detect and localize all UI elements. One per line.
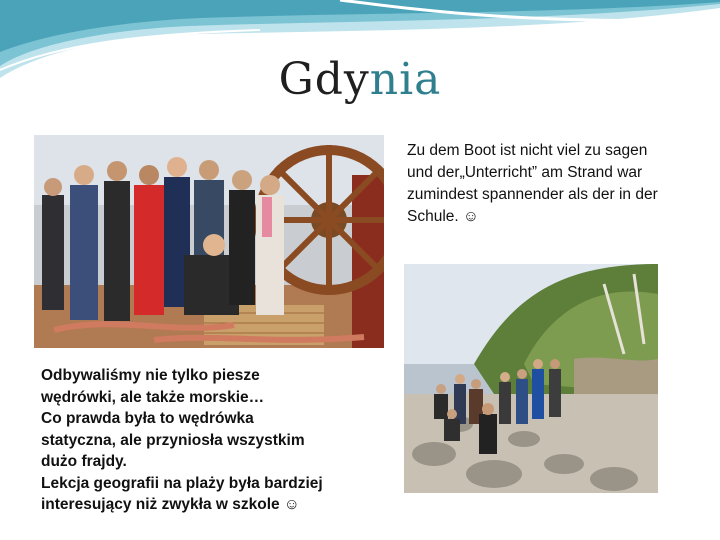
polish-caption <box>41 365 391 516</box>
ship-photo <box>34 135 384 348</box>
polish-caption-line: statyczna, ale przyniosła wszystkim <box>41 431 305 449</box>
title-suffix: nia <box>369 54 442 105</box>
polish-caption-line: Odbywaliśmy nie tylko piesze <box>41 367 260 384</box>
page-title <box>0 52 720 108</box>
polish-caption-line: wędrówki, ale także morskie… <box>41 388 265 406</box>
polish-caption-line: interesujący niż zwykła w szkole ☺ <box>41 496 300 513</box>
polish-caption-line: Lekcja geografii na plaży była bardziej <box>41 474 323 492</box>
title-prefix: Gdy <box>278 54 370 105</box>
polish-caption-line: dużo frajdy. <box>41 453 127 470</box>
german-caption <box>407 140 667 228</box>
polish-caption-line: Co prawda była to wędrówka <box>41 410 254 427</box>
german-caption-text: Zu dem Boot ist nicht viel zu sagen und der„Unterricht” am Strand war zumindest spannender als der in der Schule. ☺ <box>407 142 658 225</box>
beach-photo <box>404 264 658 493</box>
